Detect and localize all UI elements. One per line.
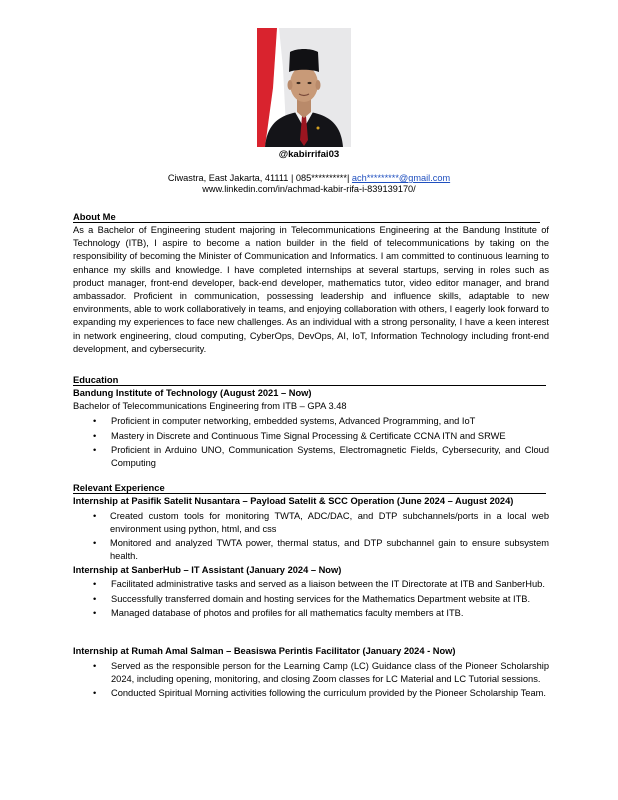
linkedin-url[interactable]: www.linkedin.com/in/achmad-kabir-rifa-i-839139170/ <box>202 184 416 194</box>
education-bullets <box>93 415 549 471</box>
email-link[interactable]: ach*********@gmail.com <box>351 173 451 183</box>
education-heading: Education <box>73 374 119 385</box>
portrait-image <box>257 28 351 147</box>
list-item: • Successfully transferred domain and hosting services for the Mathematics Department website at ITB. <box>93 593 531 604</box>
education-degree: Bachelor of Telecommunications Engineering from ITB – GPA 3.48 <box>73 401 347 411</box>
about-text: As a Bachelor of Engineering student majoring in Telecommunications Engineering at the Bandung Institute of Technology (ITB), I aspire to become a nation builder in the field of telecommunications by taking on the responsibility of becoming the Minister of Communication and Informatics. I am committed to continuous learning to enhance my skills and knowledge. I have completed internships at several startups, serving in roles such as product manager, front-end developer, back-end developer, mathematics tutor, video editor manager, and brand ambassador. Proficient in communication, possessing leadership and influence skills, adaptable to new environments, able to work collaboratively in teams, and enjoying collaboration with others, I eagerly look forward to expanding my experiences to face new challenges. As an individual with a strong personality, I have a keen interest in network engineering, cloud computing, CyberOps, DevOps, AI, IoT, Information Technology including front-end development, and cybersecurity. <box>73 225 549 354</box>
job-bullets-psn <box>93 510 549 564</box>
education-school: Bandung Institute of Technology (August 2021 – Now) <box>73 388 312 398</box>
job-title-rumah-amal: Internship at Rumah Amal Salman – Beasiswa Perintis Facilitator (January 2024 - Now) <box>73 646 456 656</box>
experience-heading: Relevant Experience <box>73 482 165 493</box>
list-item: • Proficient in computer networking, embedded systems, Advanced Programming, and IoT <box>93 416 476 426</box>
list-item: • Facilitated administrative tasks and served as a liaison between the IT Directorate at ITB and SanberHub. <box>93 579 545 589</box>
job-bullets-sanberhub <box>93 578 549 622</box>
list-item: • Proficient in Arduino UNO, Communication Systems, Electromagnetic Fields, Cybersecurity, and Cloud Computing <box>93 445 549 468</box>
about-heading: About Me <box>73 211 116 222</box>
address-phone: Ciwastra, East Jakarta, 41111 | 085**********| <box>167 173 350 183</box>
profile-photo <box>257 28 351 147</box>
job-title-sanberhub: Internship at SanberHub – IT Assistant (January 2024 – Now) <box>73 565 342 575</box>
list-item: • Conducted Spiritual Morning activities following the curriculum provided by the Pioneer Scholarship Team. <box>93 688 546 699</box>
list-item: • Monitored and analyzed TWTA power, thermal status, and DTP subchannel gain to ensure subsystem health. <box>93 538 549 561</box>
job-title-psn: Internship at Pasifik Satelit Nusantara – Payload Satelit & SCC Operation (June 2024 – August 2024) <box>73 496 514 506</box>
list-item: • Created custom tools for monitoring TWTA, ADC/DAC, and DTP subchannels/ports in a local web environment using python, html, and css <box>93 511 549 534</box>
job-bullets-rumah-amal <box>93 660 549 702</box>
about-divider <box>73 222 540 223</box>
contact-line <box>0 173 618 183</box>
education-divider <box>73 385 546 386</box>
list-item: • Mastery in Discrete and Continuous Time Signal Processing & Certificate CCNA ITN and SRWE <box>93 430 506 441</box>
list-item: • Served as the responsible person for the Learning Camp (LC) Guidance class of the Pioneer Scholarship 2024, including opening, monitoring, and closing Zoom classes for LC Material and LC Tutorial sessions. <box>93 661 549 684</box>
list-item: • Managed database of photos and profiles for all mathematics faculty members at ITB. <box>93 608 464 619</box>
username: @kabirrifai03 <box>278 149 340 160</box>
experience-divider <box>73 493 546 494</box>
